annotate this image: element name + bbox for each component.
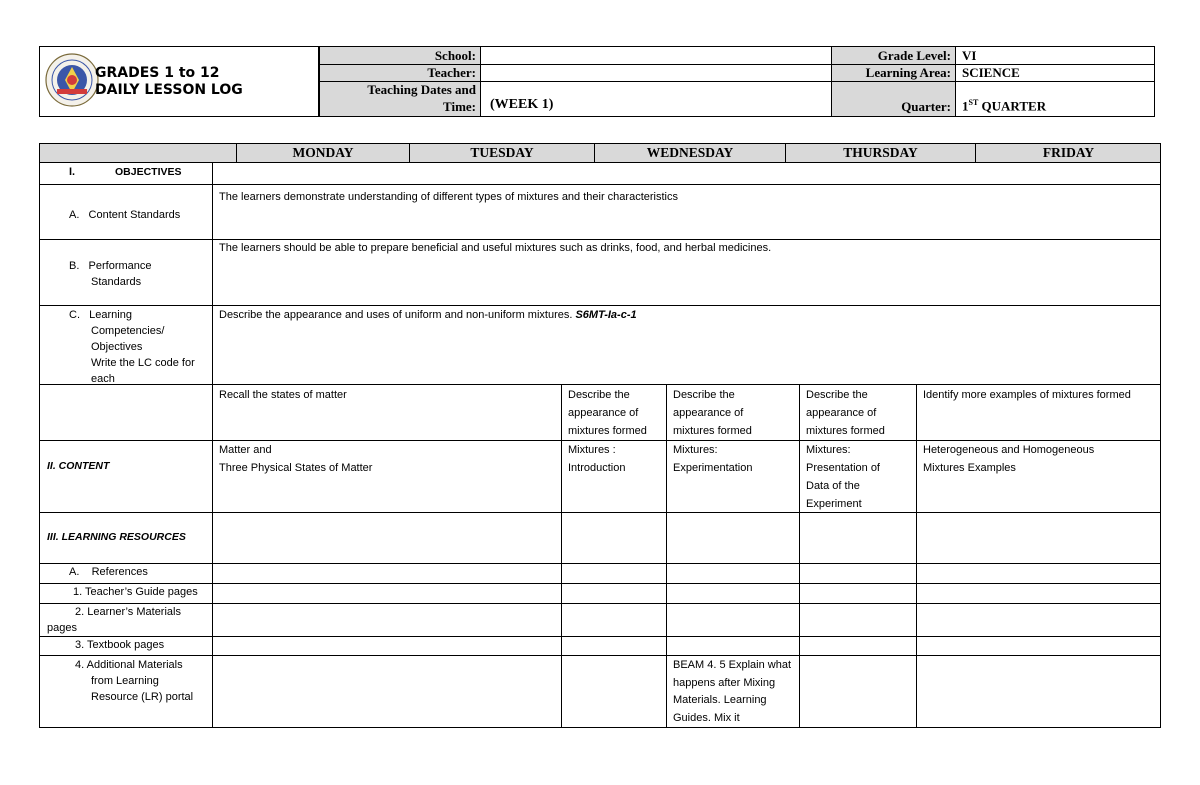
content-monday-2: Three Physical States of Matter: [219, 462, 373, 474]
quarter-word: QUARTER: [978, 98, 1047, 114]
dates-label-line1: Teaching Dates and: [367, 82, 476, 97]
daily-objective-friday: Identify more examples of mixtures formed: [923, 389, 1131, 401]
deped-seal-logo: [45, 53, 99, 107]
content-monday-1: Matter and: [219, 444, 272, 456]
content-wednesday-2: Experimentation: [673, 462, 753, 474]
day-wednesday: WEDNESDAY: [646, 145, 734, 160]
references-label: A. References: [69, 566, 148, 578]
resources-label: III. LEARNING RESOURCES: [47, 531, 186, 543]
divider: [39, 184, 1161, 185]
objectives-heading-num: I.: [69, 166, 76, 178]
learning-area-value[interactable]: SCIENCE: [962, 65, 1020, 80]
header-title-line1: GRADES 1 to 12: [95, 65, 220, 81]
day-thursday: THURSDAY: [843, 145, 918, 160]
divider: [666, 384, 667, 728]
additional-materials-label-1: 4. Additional Materials: [75, 659, 183, 671]
competencies-label-5: each: [91, 373, 115, 385]
competencies-description: Describe the appearance and uses of uniform and non-uniform mixtures.: [219, 309, 576, 321]
content-standards-text: The learners demonstrate understanding of different types of mixtures and their characteristics: [219, 191, 678, 203]
content-tuesday-2: Introduction: [568, 462, 626, 474]
content-friday-2: Mixtures Examples: [923, 462, 1016, 474]
performance-label-2: Standards: [91, 276, 142, 288]
competencies-label-1: C. Learning: [69, 309, 132, 321]
daily-objective-wednesday: Describe the appearance of mixtures formed: [673, 389, 752, 437]
content-label: II. CONTENT: [47, 460, 110, 472]
divider: [39, 512, 1161, 513]
performance-label-1: B. Performance: [69, 260, 152, 272]
teacher-label: Teacher:: [427, 65, 476, 80]
day-friday: FRIDAY: [1042, 145, 1095, 160]
learning-area-label: Learning Area:: [865, 65, 951, 80]
daily-objective-monday: Recall the states of matter: [219, 389, 347, 401]
additional-materials-wednesday: BEAM 4. 5 Explain what happens after Mixing Materials. Learning Guides. Mix it: [673, 659, 792, 724]
dates-value[interactable]: (WEEK 1): [490, 97, 554, 112]
header-title-line2: DAILY LESSON LOG: [95, 82, 243, 98]
divider: [39, 603, 1161, 604]
divider: [212, 162, 213, 728]
additional-materials-label-2: from Learning: [91, 675, 159, 687]
competencies-label-4: Write the LC code for: [91, 357, 195, 369]
day-tuesday: TUESDAY: [470, 145, 534, 160]
grade-level-label: Grade Level:: [877, 48, 951, 63]
objectives-heading: OBJECTIVES: [115, 166, 182, 178]
divider: [39, 655, 1161, 656]
content-friday-1: Heterogeneous and Homogeneous: [923, 444, 1095, 456]
content-tuesday-1: Mixtures :: [568, 444, 616, 456]
divider: [561, 384, 562, 728]
teachers-guide-label: 1. Teacher’s Guide pages: [73, 586, 198, 598]
content-standards-label: A. Content Standards: [69, 209, 181, 221]
divider: [39, 305, 1161, 306]
grade-level-value[interactable]: VI: [962, 48, 977, 63]
divider: [799, 384, 800, 728]
competencies-text: [219, 307, 1149, 323]
header-title-box: [39, 46, 319, 117]
divider: [916, 384, 917, 728]
content-wednesday-1: Mixtures:: [673, 444, 718, 456]
quarter-value[interactable]: [962, 98, 1046, 114]
lesson-log-grid: [39, 162, 1161, 728]
learners-materials-label-1: 2. Learner’s Materials: [75, 606, 181, 618]
quarter-number: 1: [962, 98, 969, 114]
competencies-label-2: Competencies/: [91, 325, 165, 337]
quarter-label: Quarter:: [901, 99, 951, 114]
competencies-code: S6MT-Ia-c-1: [575, 309, 637, 321]
divider: [39, 384, 1161, 385]
textbook-label: 3. Textbook pages: [75, 639, 165, 651]
additional-materials-label-3: Resource (LR) portal: [91, 691, 194, 703]
divider: [39, 563, 1161, 564]
performance-text: The learners should be able to prepare beneficial and useful mixtures such as drinks, food, and herbal medicines.: [219, 242, 772, 254]
content-thursday: Mixtures: Presentation of Data of the Experiment: [806, 444, 880, 510]
learners-materials-label-2: pages: [47, 622, 77, 634]
divider: [39, 583, 1161, 584]
day-monday: MONDAY: [292, 145, 354, 160]
competencies-label-3: Objectives: [91, 341, 143, 353]
school-label: School:: [434, 48, 476, 63]
divider: [39, 636, 1161, 637]
daily-objective-thursday: Describe the appearance of mixtures formed: [806, 389, 885, 437]
dates-label-line2: Time:: [443, 99, 476, 114]
daily-objective-tuesday: Describe the appearance of mixtures formed: [568, 389, 647, 437]
quarter-suffix: ST: [968, 98, 979, 107]
